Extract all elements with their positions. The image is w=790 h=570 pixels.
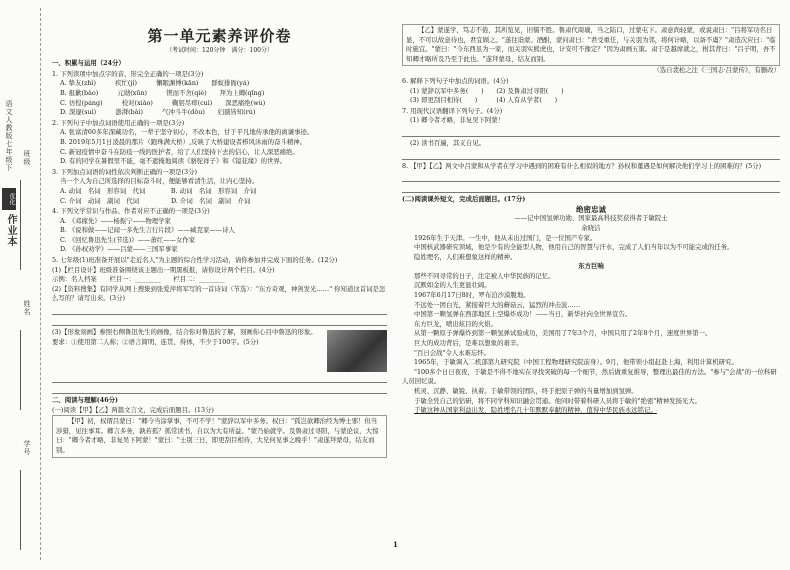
classical-text-yi: 【乙】蒙遂学，笃志不倦，其所览见，旧儒不胜。鲁肃代周瑜，当之陆口，过蒙屯下。肃意尚轻蒙，或说肃曰："吕将军功名日显，不可以故意待也，君宜顾之。"遂往诣蒙。酒酣，蒙问肃曰："君受重任，与关羽为邻，将何计略，以备不虞？"肃造次应曰："临时施宜。"蒙曰："今东西虽为一家，而关羽实熊虎也，计安可不豫定？"因为肃画五策。肃于是越席就之，拊其背曰："吕子明，吾不知卿才略所及乃至于此也。"遂拜蒙母，结友而别。 <box>402 24 780 66</box>
paragraph: 沉默如金的人生更显壮阔。 <box>414 281 491 290</box>
id-field-label: 学号 <box>23 440 31 456</box>
subquestion: (3)【形象刻画】参照右侧鲁迅先生的画像，结合你对鲁迅的了解，刻画你心目中鲁迅的形象。要求：①使用第二人称；②语言简明、连贯、得体，不少于100字。(5分) <box>52 328 317 346</box>
subquestion[interactable]: (1) 蒙辞以军中多务( ) (2) 及鲁肃过寻阳( ) <box>410 86 564 95</box>
underlined-paragraph: 于敏这种从国家利益出发，隐姓埋名几十年默默奉献的精神，值得中华民族永远铭记。 <box>414 406 657 415</box>
question-stem: 3. 下列加点词语的词性依次判断正确的一项是(3分) <box>52 167 197 176</box>
class-field-line <box>20 180 21 270</box>
paper-subtitle: （考试时间：120分钟 满分：100分） <box>166 46 273 54</box>
binding-margin <box>0 0 40 570</box>
paragraph: 中国第一颗氢弹在西部地区上空爆炸成功！——当日，新华社向全世界宣告。 <box>414 310 632 319</box>
option: B. 2019年5月1日凌晨的那片（跑珠满大桥）,反映了大桥建设者栉风沐雨的奋斗精神。 <box>60 137 307 146</box>
answer-line[interactable] <box>402 128 780 137</box>
question-text: 当一个人为自己所选择的目标奋斗时，便能够看清生活，让内心坚持。 <box>60 177 259 186</box>
answer-line[interactable] <box>52 306 387 315</box>
source-note: （选自裴松之注《三国志·吕蒙传》，有删改） <box>653 66 780 75</box>
option: C. 新冠疫情中奋斗在防疫一线的医护者，给了人们坚持下去的信心，让人深恶痛绝。 <box>60 147 299 156</box>
class-field-label: 班级 <box>23 150 31 166</box>
answer-line[interactable] <box>52 385 387 394</box>
paragraph: 隐姓埋名，人们难想象这样的精神。 <box>414 252 517 261</box>
question-stem: 7. 用现代汉语翻译下列句子。(4分) <box>402 106 503 115</box>
article-subtitle: ——记中国氢弹功勋、国家最高科技奖获得者于敏院士 <box>514 214 668 223</box>
article-title: 绝密忠诚 <box>576 204 606 214</box>
lu-xun-portrait <box>327 330 387 372</box>
option: A. 动词 名词 形容词 代词 B. 动词 名词 形容词 介词 <box>60 186 257 195</box>
left-column <box>52 24 387 458</box>
right-column <box>402 24 780 416</box>
option: C. 《回忆鲁迅先生(节选)》——萧红——女作家 <box>60 235 196 244</box>
paragraph: "100多个日日夜夜，于敏是不得不地实在寻找突破的每一个细节，然后做重复推导，整理出最佳的方法。"参与"会战"的一位科研人员回忆说。 <box>402 367 777 386</box>
option: A. 张富清60多年深藏功名，一辈子坚守初心，不改本色，甘于平凡地传承他的离谦事迹。 <box>60 128 314 137</box>
name-field-label: 姓名 <box>23 300 31 316</box>
article-author: 余晓洁 <box>581 223 601 232</box>
paragraph: 机灵、沉静、敏锐、执着。于敏带领的团队，终于把原子弹的当量增加到氢弹。 <box>414 387 638 395</box>
question-stem: 2. 下列句子中加点词语使用正确的一项是(3分) <box>52 118 185 127</box>
section-heading: 二、阅读与理解(46分) <box>52 396 119 405</box>
classical-text-jia: 【甲】初，权谓吕蒙曰："卿今当涂掌事，不可不学！"蒙辞以军中多务。权曰："孤岂欲卿治经为博士邪！但当涉猎，见往事耳。卿言多务，孰若孤？孤常读书，自以为大有所益。"蒙乃始就学。及鲁肃过寻阳，与蒙论议，大惊曰："卿今者才略，非复吴下阿蒙！"蒙曰："士别三日，即更刮目相待，大兄何见事之晚乎！"肃遂拜蒙母，结友而别。 <box>52 415 387 457</box>
subquestion: (1) 卿今者才略，非复吴下阿蒙！ <box>410 116 505 125</box>
subquestion: (2)【资料搜集】有同学从网上搜集到张爱萍将军写的一首诗词（节选）："东方奇观，神剑发光……" 你知道这首词是怎么写的？请写出来。(3分) <box>52 284 386 303</box>
question-stem: 6. 解释下列句子中加点的词语。(4分) <box>402 76 509 85</box>
publisher-logo: 优化 <box>2 188 16 210</box>
answer-line[interactable] <box>402 151 780 160</box>
paragraph: 从第一颗原子弹爆炸到第一颗氢弹试验成功，美国用了7年3个月，中国只用了2年8个月，速度世界第一。 <box>414 329 712 338</box>
grade-label: 语文人教版七年级下 <box>5 100 13 172</box>
paragraph: 东方巨龙，喷出炫目的火焰。 <box>414 319 498 328</box>
answer-line[interactable] <box>402 184 780 193</box>
paragraph: 中国核武器研究领域，他是少有的全能型人物，他用自己的智慧与汗水，完成了人们当年以为不可能完成的任务。 <box>414 243 734 252</box>
paragraph: 1967年6月17日8时，罗布泊沙漠腹地。 <box>414 291 530 300</box>
option: B. 《说和做——记闻一多先生言行片段》——臧克家——诗人 <box>60 226 235 235</box>
option: B. 报歉(bào) 元勋(xūn) 锲而不舍(qiè) 拜为上卿(qīng) <box>60 88 265 97</box>
answer-line[interactable] <box>52 374 387 383</box>
subquestion: (2) 读书百遍，其义自见。 <box>410 138 485 147</box>
option: D. 《孙权劝学》——吕蒙——三国军事家 <box>60 245 178 254</box>
id-field-line <box>20 470 21 550</box>
paragraph: 于敏全凭自己的钻研，将不同学科知识融会贯通。他同时带着科研人员将于敏的"绝密"精神发扬光大。 <box>414 396 702 405</box>
option: C. 彷徨(páng) 校对(xiào) 鞠躬尽瘁(cuì) 深恶痛绝(wù) <box>60 98 266 107</box>
subquestion[interactable]: (3) 即更刮目相待( ) (4) 人有从学者( ) <box>410 96 558 105</box>
subquestion: (1)【栏目设计】班级准备围绕该主题出一期黑板报，请你设计两个栏目。(4分) <box>52 265 275 274</box>
option: D. 有的同学在暑假里不能，毫不遮掩地阅读《骆驼祥子》和《镜花缘》的世界。 <box>60 157 287 166</box>
paragraph: 巨大的成功背后，是难以想象的艰辛。 <box>414 339 523 348</box>
option: C. 介词 动词 副词 代词 D. 介词 名词 副词 介词 <box>60 196 251 205</box>
answer-line[interactable] <box>402 173 780 182</box>
name-field-line <box>20 330 21 410</box>
paper-title: 第一单元素养评价卷 <box>147 27 292 45</box>
paragraph: 1926年生于天津。一生中，他从未出过国门，是一位国产专家。 <box>414 233 597 242</box>
section-subheading: 东方巨响 <box>578 262 604 271</box>
section-heading: (二)阅读课外短文，完成后面题目。(17分) <box>402 195 526 204</box>
section-heading: 一、积累与运用（24分） <box>52 59 125 68</box>
answer-blank[interactable]: 示例：名人档案 栏目一：________ 栏目二：________ <box>52 275 225 284</box>
cut-line <box>40 8 41 560</box>
option: A. 挚友(zhì) 疾忙(jí) 懈眠渊博(kān) 群蚁排衙(yá) <box>60 79 250 88</box>
paragraph: 那些不同寻常的日子，注定被人中华民族的记忆。 <box>414 271 555 280</box>
reading-instruction: (一)阅读【甲】【乙】两篇文言文，完成后面题目。(13分) <box>52 405 214 414</box>
question-stem: 8. 【甲】【乙】两文中吕蒙和从学者在学习中遇到的困难有什么相似的地方？孙权和董遇是如何解决他们学习上的困难的？(5分) <box>402 161 762 170</box>
option: A. 《邓稼先》——杨振宁——物理学家 <box>60 216 171 225</box>
option: D. 深邃(suì) 澎湃(bài) 气冲斗牛(dǒu) 妇孺皆知(rú) <box>60 108 256 117</box>
paragraph: "百日会战"令人永难忘怀。 <box>414 348 491 357</box>
question-stem: 5. 七年级(1)班准备开展以"走近名人"为主题的综合性学习活动，请你参加并完成下面的任务。(12分) <box>52 256 338 265</box>
paragraph: 不远处一团白光，紧接着巨大的蘑菇云，猛烈的冲击波…… <box>414 300 581 309</box>
answer-line[interactable] <box>52 317 387 326</box>
brand-title: 作业本 <box>5 214 16 247</box>
paragraph: 1965年，于敏调入二机部第九研究院（中国工程物理研究院前身）。9月，他带领小组赶赴上海，利用计算机研究。 <box>414 358 738 367</box>
page-number: 1 <box>393 540 398 549</box>
question-stem: 1. 下列读项中加点字的音、形完全正确的一项是(3分) <box>52 69 204 78</box>
question-stem: 4. 下列文学常识与作品、作者对应不正确的一项是(3分) <box>52 207 210 216</box>
